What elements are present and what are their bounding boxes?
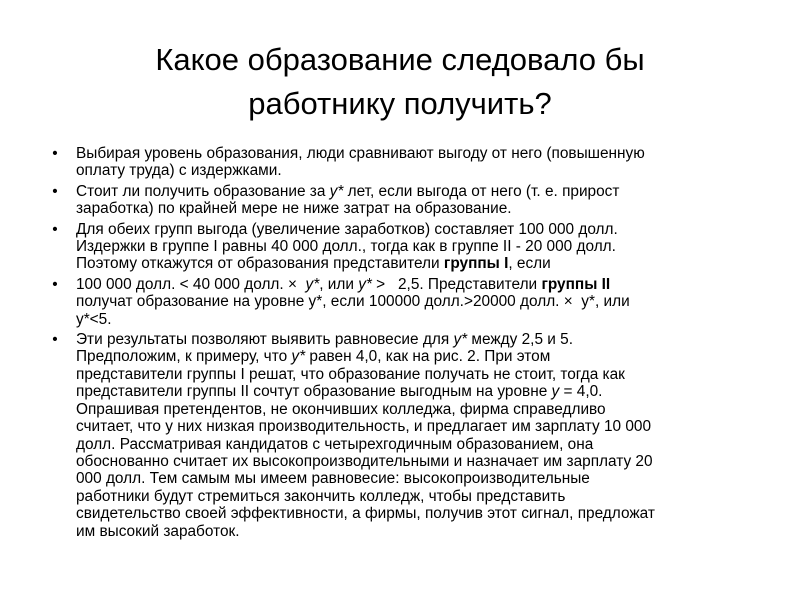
text-line: Для обеих групп выгода (увеличение заработков) составляет 100 000 долл. (76, 220, 618, 238)
text-line: свидетельство своей эффективности, а фирмы, получив этот сигнал, предложат (76, 505, 655, 523)
text-line: им высокий заработок. (76, 522, 240, 540)
text-segment: Стоит ли получить образование за (76, 182, 330, 200)
slide-title-line: Какое образование следовало бы (155, 42, 645, 77)
text-line: заработка) по крайней мере не ниже затрат на образование. (76, 200, 512, 218)
text-line (76, 255, 758, 272)
text-segment: , или (319, 275, 359, 293)
bullet-list (48, 145, 758, 543)
text-line: Издержки в группе I равны 40 000 долл., тогда как в группе II - 20 000 долл. (76, 238, 616, 256)
bullet-icon (48, 183, 62, 200)
text-segment: Эти результаты позволяют выявить равновесие для (76, 331, 454, 349)
bullet-icon (48, 276, 62, 293)
bullet-item (48, 331, 758, 540)
group-label: группы II (541, 275, 611, 293)
text-line (76, 276, 758, 293)
text-segment: = 4,0. (559, 383, 603, 401)
text-line: считает, что у них низкая производительность, и предлагает им зарплату 10 000 (76, 418, 652, 436)
variable-y-star: y* (291, 348, 306, 366)
text-line: Опрашивая претендентов, не окончивших колледжа, фирма справедливо (76, 400, 606, 418)
group-label: группы I (443, 255, 509, 273)
variable-y-star: у* (358, 275, 372, 293)
text-segment: Поэтому откажутся от образования представители (76, 255, 444, 273)
variable-y-star: y* (329, 182, 344, 200)
text-segment: представители группы II сочтут образование выгодным на уровне (76, 383, 552, 401)
bullet-icon (48, 331, 62, 348)
text-segment: лет, если выгода от него (т. е. прирост (343, 182, 620, 200)
text-line (76, 383, 758, 400)
text-line: 000 долл. Тем самым мы имеем равновесие: высокопроизводительные (76, 470, 590, 488)
text-line: получат образование на уровне у*, если 100000 долл.>20000 долл. × у*, или (76, 293, 630, 311)
text-line: долл. Рассматривая кандидатов с четырехгодичным образованием, она (76, 435, 594, 453)
text-segment: равен 4,0, как на рис. 2. При этом (305, 348, 551, 366)
slide-title-line: работнику получить? (248, 86, 552, 121)
text-segment: , если (508, 255, 551, 273)
text-line: Выбирая уровень образования, люди сравнивают выгоду от него (повышенную (76, 145, 645, 162)
bullet-item (48, 276, 758, 328)
slide-title (60, 38, 740, 126)
bullet-icon (48, 221, 62, 238)
text-line (76, 348, 758, 365)
bullet-item (48, 183, 758, 218)
text-line: оплату труда) с издержками. (76, 162, 282, 180)
text-line: обоснованно считает их высокопроизводительными и назначает им зарплату 20 (76, 452, 653, 470)
variable-y-star: у* (305, 275, 320, 293)
variable-y-star: y* (453, 331, 468, 349)
bullet-item (48, 221, 758, 273)
text-segment: > 2,5. Представители (371, 275, 542, 293)
bullet-icon (48, 145, 62, 162)
variable-y: y (551, 383, 560, 401)
text-line: у*<5. (76, 310, 112, 328)
text-line: работники будут стремиться закончить колледж, чтобы представить (76, 487, 566, 505)
text-segment: между 2,5 и 5. (467, 331, 573, 349)
text-line (76, 183, 758, 200)
text-line: представители группы I решат, что образование получать не стоит, тогда как (76, 365, 625, 383)
bullet-item (48, 145, 758, 180)
text-line (76, 331, 758, 348)
text-segment: 100 000 долл. < 40 000 долл. × (76, 275, 306, 293)
text-segment: Предположим, к примеру, что (76, 348, 292, 366)
